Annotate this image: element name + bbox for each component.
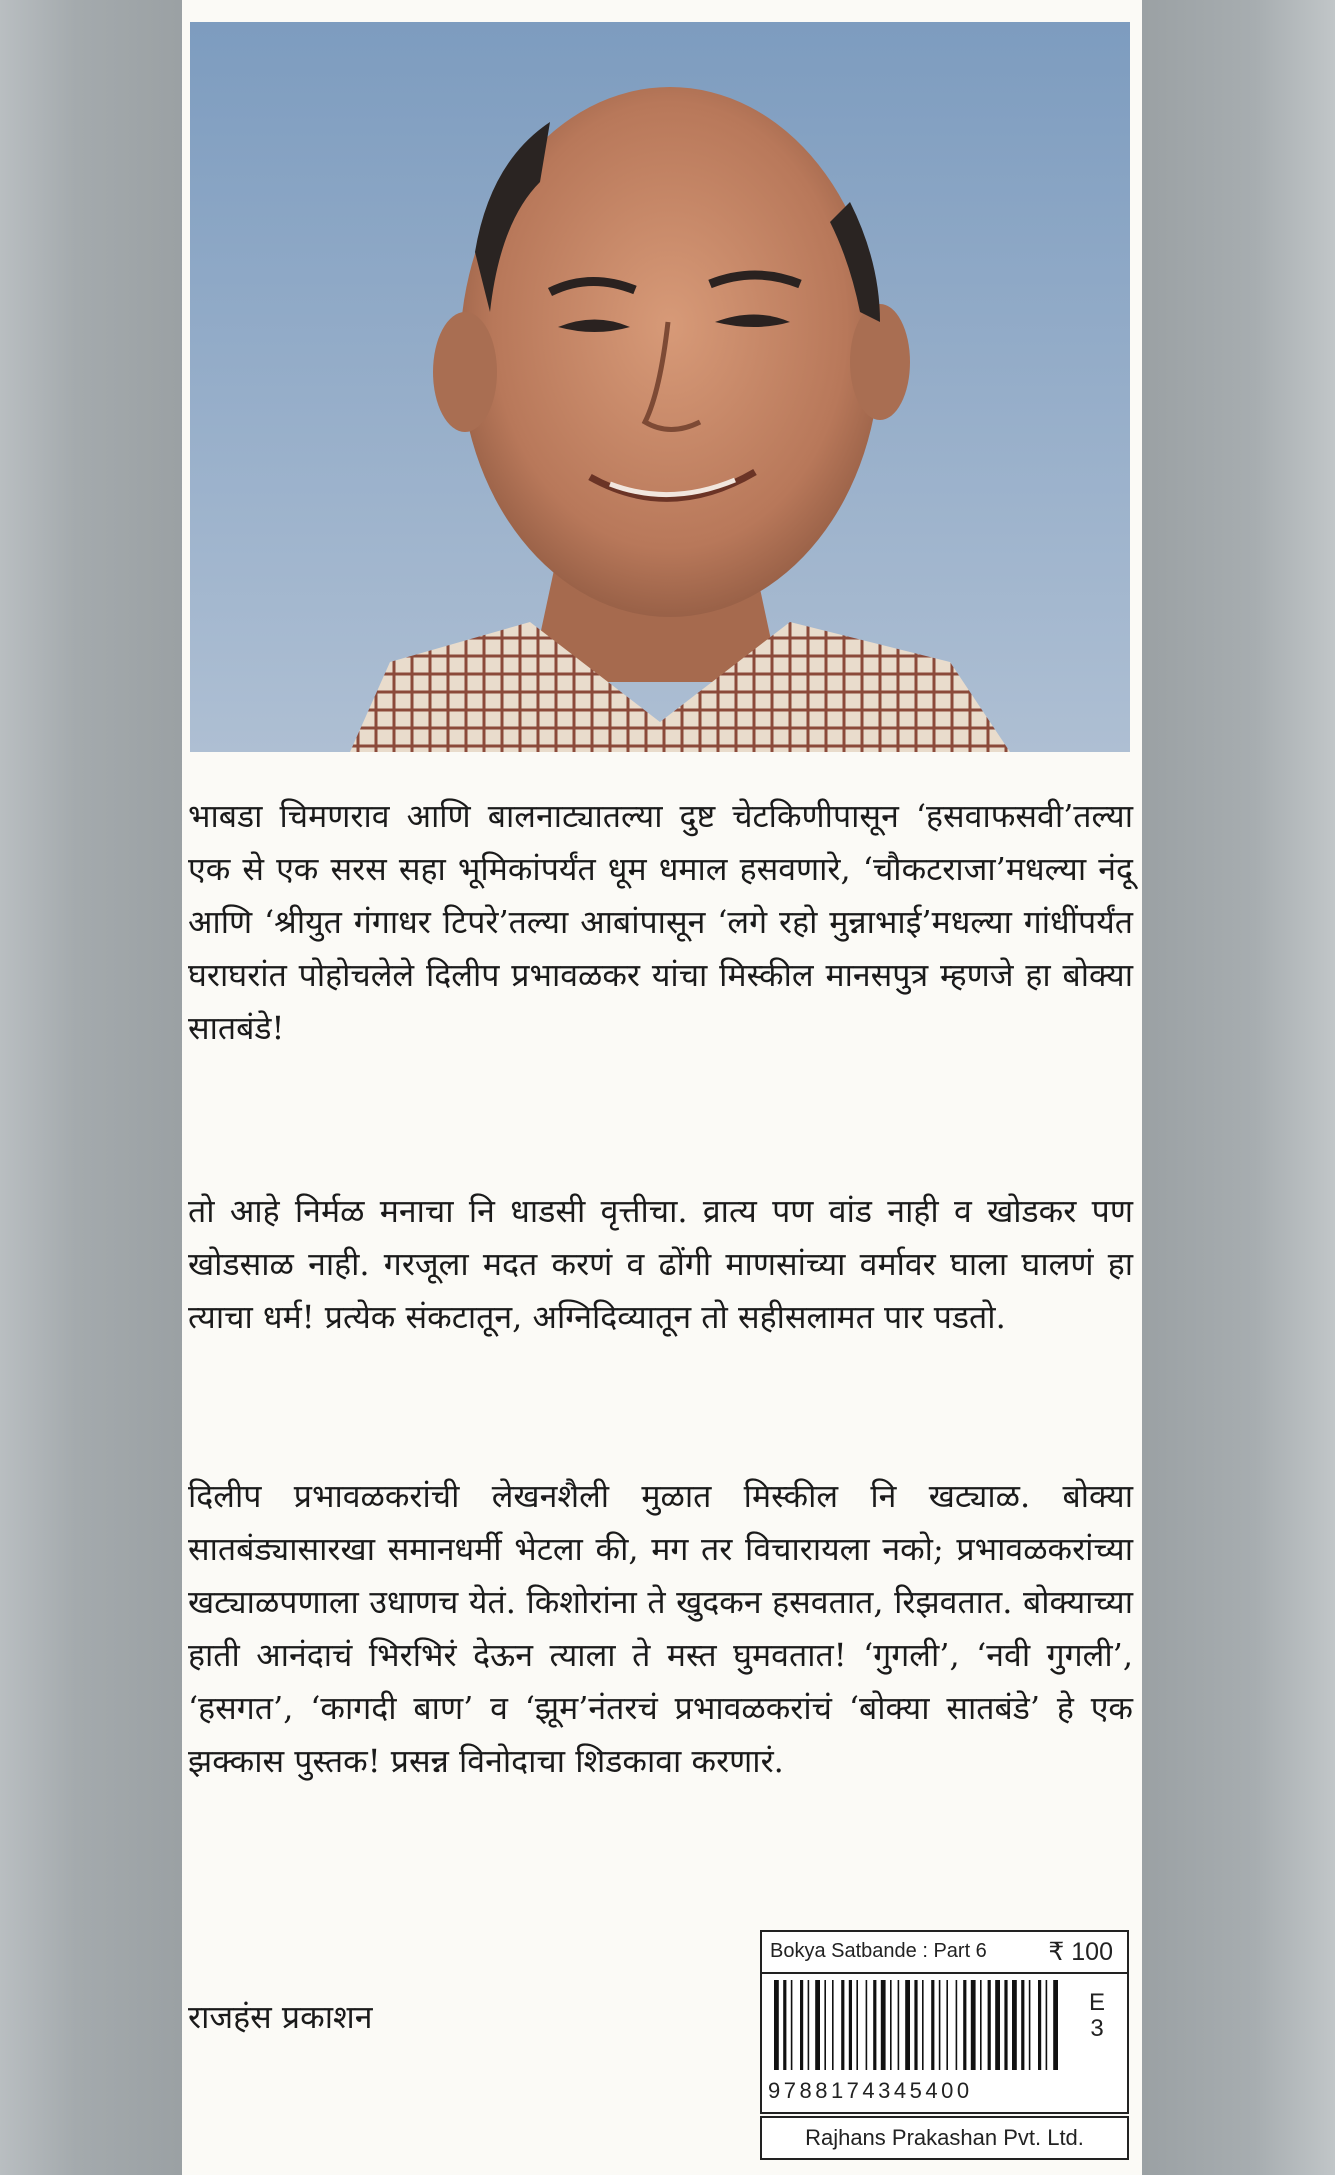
category-code bbox=[1089, 1990, 1105, 2042]
barcode-bar bbox=[1029, 1980, 1031, 2070]
barcode-bar bbox=[841, 1980, 844, 2070]
barcode-bar bbox=[808, 1980, 810, 2070]
barcode-bar bbox=[980, 1980, 982, 2070]
barcode-bar bbox=[783, 1980, 786, 2070]
author-photo bbox=[190, 22, 1130, 752]
barcode-bar bbox=[824, 1980, 826, 2070]
barcode-bar bbox=[1046, 1980, 1048, 2070]
description-paragraph-3 bbox=[188, 1470, 1133, 1788]
barcode-bar bbox=[774, 1980, 779, 2070]
barcode-bar bbox=[1053, 1980, 1058, 2070]
price-barcode-box bbox=[760, 1930, 1129, 2114]
isbn-number: 9788174345400 bbox=[768, 2078, 973, 2103]
barcode-bar bbox=[815, 1980, 820, 2070]
paragraph-text: तो आहे निर्मळ मनाचा नि धाडसी वृत्तीचा. व्रात्य पण वांड नाही व खोडकर पण खोडसाळ नाही. गरजूला मदत करणं व ढोंगी माणसांच्या वर्मावर घाला घालणं हा त्याचा धर्म! प्रत्येक संकटातून, अग्निदिव्यातून तो सहीसलामत पार पडतो. bbox=[188, 1192, 1133, 1336]
cover-wrap-right-edge bbox=[1135, 0, 1335, 2175]
barcode-bar bbox=[931, 1980, 934, 2070]
book-title-label: Bokya Satbande : Part 6 bbox=[770, 1940, 987, 1962]
barcode-bar bbox=[866, 1980, 868, 2070]
paragraph-text: भाबडा चिमणराव आणि बालनाट्यातल्या दुष्ट चेटकिणीपासून ‘हसवाफसवी’तल्या एक से एक सरस सहा भूमिकांपर्यंत धूम धमाल हसवणारे, ‘चौकटराजा’मधल्या नंदू आणि ‘श्रीयुत गंगाधर टिपरे’तल्या आबांपासून ‘लगे रहो मुन्नाभाई’मधल्या गांधींपर्यंत घराघरांत पोहोचलेले दिलीप प्रभावळकर यांचा मिस्कील मानसपुत्र म्हणजे हा बोक्या सातबंडे! bbox=[188, 797, 1133, 1047]
cover-wrap-left-edge bbox=[0, 0, 190, 2175]
category-code-line-2: 3 bbox=[1090, 2015, 1104, 2042]
barcode-bar bbox=[914, 1980, 917, 2070]
barcode-bar bbox=[832, 1980, 834, 2070]
price-label: ₹ 100 bbox=[1048, 1938, 1113, 1966]
barcode-bar bbox=[898, 1980, 900, 2070]
barcode-bar bbox=[956, 1980, 958, 2070]
price-row bbox=[762, 1932, 1127, 1974]
barcode-bar bbox=[873, 1980, 876, 2070]
publisher-imprint: Rajhans Prakashan Pvt. Ltd. bbox=[760, 2116, 1129, 2160]
barcode-bar bbox=[1004, 1980, 1007, 2070]
description-paragraph-1 bbox=[188, 790, 1133, 1055]
category-code-line-1: E bbox=[1088, 1989, 1105, 2016]
barcode-bar bbox=[856, 1980, 858, 2070]
barcode-bar bbox=[963, 1980, 966, 2070]
barcode-bar bbox=[890, 1980, 892, 2070]
barcode-bar bbox=[995, 1980, 1000, 2070]
barcode-bar bbox=[1012, 1980, 1017, 2070]
description-paragraph-2 bbox=[188, 1185, 1133, 1344]
barcode-bar bbox=[849, 1980, 852, 2070]
barcode-bar bbox=[946, 1980, 948, 2070]
barcode-bar bbox=[939, 1980, 941, 2070]
paragraph-text: दिलीप प्रभावळकरांची लेखनशैली मुळात मिस्कील नि खट्याळ. बोक्या सातबंड्यासारखा समानधर्मी भेटला की, मग तर विचारायला नको; प्रभावळकरांच्या खट्याळपणाला उधाणच येतं. किशोरांना ते खुदकन हसवतात, रिझवतात. बोक्याच्या हाती आनंदाचं भिरभिरं देऊन त्याला ते मस्त घुमवतात! ‘गुगली’, ‘नवी गुगली’, ‘हसगत’, ‘कागदी बाण’ व ‘झूम’नंतरचं प्रभावळकरांचं ‘बोक्या सातबंडे’ हे एक झक्कास पुस्तक! प्रसन्न विनोदाचा शिडकावा करणारं. bbox=[188, 1477, 1133, 1780]
barcode-bar bbox=[922, 1980, 924, 2070]
barcode bbox=[770, 1980, 1070, 2075]
barcode-bar bbox=[791, 1980, 793, 2070]
barcode-bar bbox=[905, 1980, 910, 2070]
barcode-bar bbox=[988, 1980, 991, 2070]
barcode-bar bbox=[971, 1980, 976, 2070]
publisher-name: राजहंस प्रकाशन bbox=[188, 1998, 373, 2036]
barcode-bar bbox=[800, 1980, 803, 2070]
barcode-bar bbox=[1021, 1980, 1024, 2070]
barcode-bar bbox=[881, 1980, 886, 2070]
barcode-bar bbox=[1038, 1980, 1041, 2070]
